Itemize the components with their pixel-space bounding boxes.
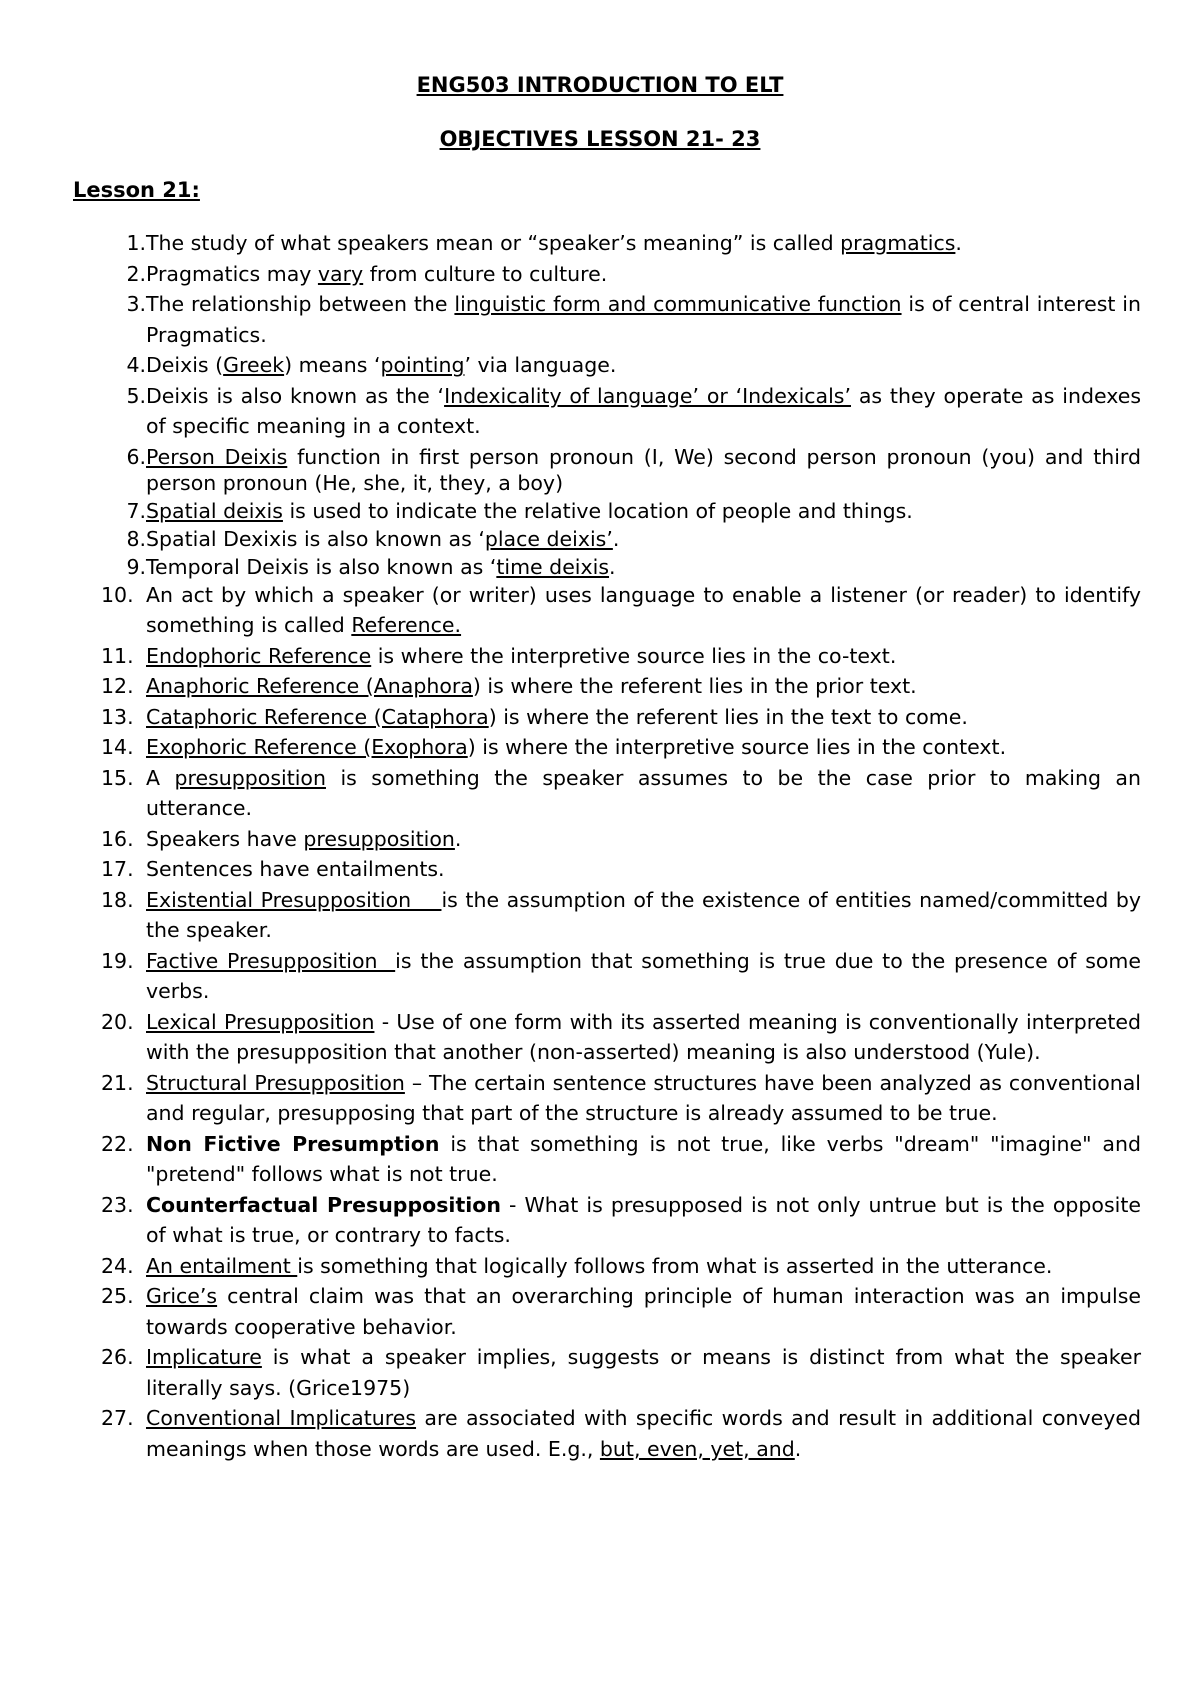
list-item-5: 5. Deixis is also known as the ‘Indexicality of language’ or ‘Indexicals’ as they operate as indexes of specific meaning in a context. — [126, 383, 1142, 438]
list-item-3: 3. The relationship between the linguistic form and communicative function is of central interest in Pragmatics. — [126, 292, 1141, 347]
list-item-16: 16. Speakers have presupposition. — [101, 826, 462, 851]
list-item-9: 9. Temporal Deixis is also known as ‘time deixis. — [126, 554, 616, 579]
list-item-24: 24. An entailment is something that logically follows from what is asserted in the utterance. — [101, 1253, 1053, 1278]
list-item-20: 20. Lexical Presupposition - Use of one form with its asserted meaning is conventionally interpreted with the presupposition that another (non-asserted) meaning is also understood (Yule). — [101, 1009, 1141, 1064]
list-item-1: 1. The study of what speakers mean or “speaker’s meaning” is called pragmatics. — [126, 231, 962, 255]
list-item-17: 17. Sentences have entailments. — [101, 857, 445, 881]
lesson-heading: Lesson 21: — [73, 178, 200, 202]
objectives-title: OBJECTIVES LESSON 21- 23 — [439, 127, 761, 151]
list-item-4: 4. Deixis (Greek) means ‘pointing’ via language. — [126, 353, 617, 377]
list-item-27: 27. Conventional Implicatures are associated with specific words and result in additional conveyed meanings when those words are used. E.g., but, even, yet, and. — [101, 1406, 1141, 1461]
objectives-list — [101, 228, 1148, 1464]
list-item-13: 13. Cataphoric Reference (Cataphora) is where the referent lies in the text to come. — [101, 704, 968, 729]
list-item-23: 23. Counterfactual Presupposition - What is presupposed is not only untrue but is the opposite of what is true, or contrary to facts. — [101, 1192, 1141, 1247]
list-item-14: 14. Exophoric Reference (Exophora) is where the interpretive source lies in the context. — [101, 735, 1007, 759]
list-item-21: 21. Structural Presupposition – The certain sentence structures have been analyzed as conventional and regular, presupposing that part of the structure is already assumed to be true. — [101, 1070, 1142, 1125]
list-item-8: 8. Spatial Dexixis is also known as ‘place deixis’. — [126, 526, 620, 551]
list-item-25: 25. Grice’s central claim was that an overarching principle of human interaction was an impulse towards cooperative behavior. — [101, 1284, 1141, 1339]
list-item-11: 11. Endophoric Reference is where the interpretive source lies in the co-text. — [101, 643, 897, 668]
list-item-19: 19. Factive Presupposition is the assumption that something is true due to the presence of some verbs. — [101, 948, 1148, 1003]
list-item-22: 22. Non Fictive Presumption is that something is not true, like verbs "dream" "imagine" and "pretend" follows what is not true. — [101, 1131, 1141, 1186]
list-item-18: 18. Existential Presupposition is the assumption of the existence of entities named/committed by the speaker. — [101, 887, 1148, 942]
list-item-15: 15. A presupposition is something the speaker assumes to be the case prior to making an utterance. — [101, 765, 1141, 820]
course-title: ENG503 INTRODUCTION TO ELT — [416, 73, 784, 97]
list-item-10: 10. An act by which a speaker (or writer) uses language to enable a listener (or reader) to identify something is called Reference. — [101, 582, 1141, 637]
list-item-12: 12. Anaphoric Reference (Anaphora) is where the referent lies in the prior text. — [101, 674, 917, 698]
list-item-2: 2. Pragmatics may vary from culture to culture. — [126, 261, 608, 286]
list-item-7: 7. Spatial deixis is used to indicate the relative location of people and things. — [126, 498, 913, 523]
list-item-26: 26. Implicature is what a speaker implies, suggests or means is distinct from what the speaker literally says. (Grice1975) — [101, 1345, 1141, 1400]
list-item-6: 6. Person Deixis function in first person pronoun (I, We) second person pronoun (you) and third person pronoun (He, she, it, they, a boy) — [126, 444, 1141, 495]
